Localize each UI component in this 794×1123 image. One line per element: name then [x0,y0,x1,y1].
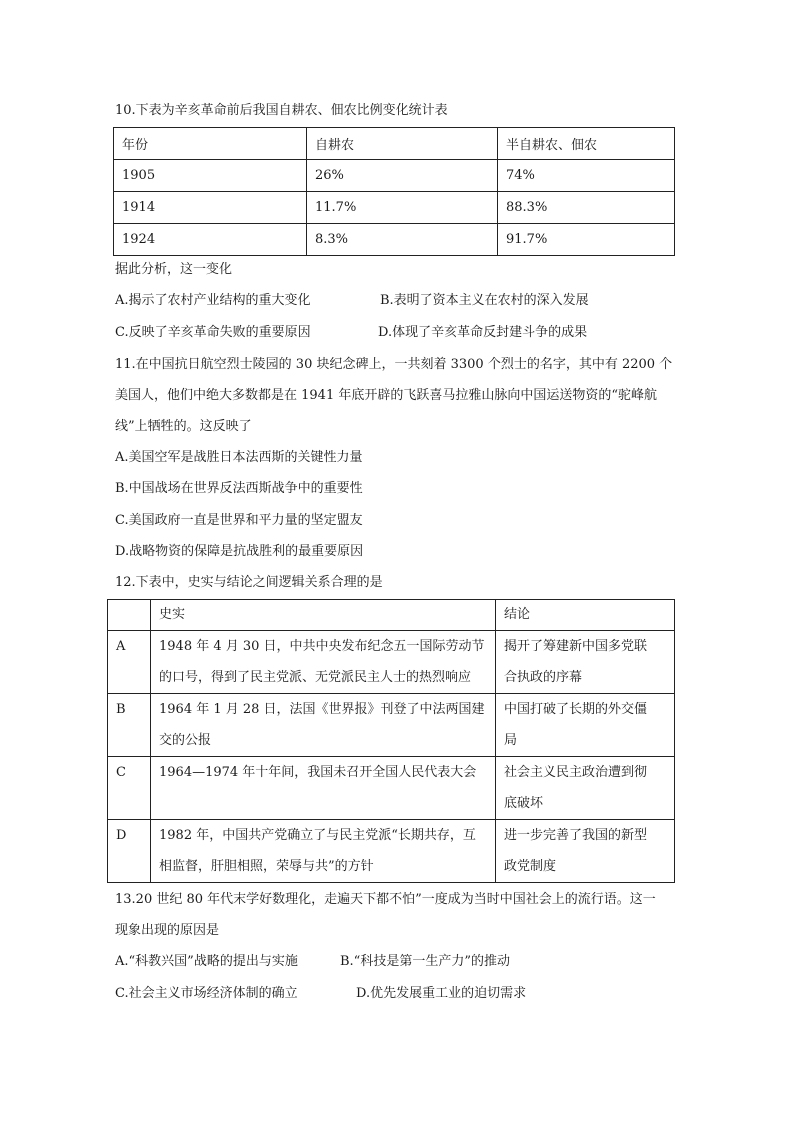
fact-line: 1964—1974 年十年间，我国未召开全国人民代表大会 [159,765,477,780]
conclusion-line: 社会主义民主政治遭到彻 [504,765,648,780]
fact-line: 1964 年 1 月 28 日，法国《世界报》刊登了中法两国建 [159,702,485,717]
conclusion-line: 中国打破了长期的外交僵 [504,702,648,717]
q12-table [107,599,675,883]
row-label: C [108,757,151,820]
conclusion-line: 政党制度 [504,859,557,874]
fact-cell [151,694,496,757]
conclusion-line: 揭开了筹建新中国多党联 [504,639,648,654]
conclusion-line: 合执政的序幕 [504,670,583,685]
table-row [108,820,675,883]
table-row [108,694,675,757]
table-header-cell: 自耕农 [307,128,498,160]
conclusion-cell [496,820,675,883]
q11-stem-line3: 线”上牺牲的。这反映了 [115,419,252,434]
row-label: A [108,631,151,694]
q10-table [113,127,675,256]
table-row [114,224,675,256]
q10-option-a: A.揭示了农村产业结构的重大变化 [115,293,311,308]
table-cell: 8.3% [307,224,498,256]
q13-option-b: B.“科技是第一生产力”的推动 [340,954,510,969]
q13-option-d: D.优先发展重工业的迫切需求 [356,986,527,1001]
q10-option-b: B.表明了资本主义在农村的深入发展 [380,293,589,308]
q11-stem-line2: 美国人，他们中绝大多数都是在 1941 年底开辟的飞跃喜马拉雅山脉向中国运送物资的“驼峰航 [115,388,657,403]
table-row [108,631,675,694]
table-cell: 74% [498,160,675,192]
fact-line: 的口号，得到了民主党派、无党派民主人士的热烈响应 [159,670,472,685]
q11-stem-line1: 11.在中国抗日航空烈士陵园的 30 块纪念碑上，一共刻着 3300 个烈士的名字，其中有 2200 个 [115,357,673,372]
fact-line [159,788,487,819]
q10-stem: 10.下表为辛亥革命前后我国自耕农、佃农比例变化统计表 [115,103,448,118]
table-header-cell: 半自耕农、佃农 [498,128,675,160]
q10-question: 据此分析，这一变化 [115,262,233,277]
conclusion-line: 局 [504,733,518,748]
conclusion-cell [496,757,675,820]
table-row [114,192,675,224]
q11-option-c: C.美国政府一直是世界和平力量的坚定盟友 [115,513,363,528]
q13-option-c: C.社会主义市场经济体制的确立 [115,986,298,1001]
table-cell: 1905 [114,160,307,192]
q13-option-a: A.“科教兴国”战略的提出与实施 [115,954,298,969]
row-label: D [108,820,151,883]
q11-option-b: B.中国战场在世界反法西斯战争中的重要性 [115,481,363,496]
table-row [108,757,675,820]
q13-stem-line2: 现象出现的原因是 [115,923,220,938]
table-header-cell: 史实 [151,600,496,631]
conclusion-cell [496,631,675,694]
fact-line: 1982 年，中国共产党确立了与民主党派“长期共存，互 [159,828,476,843]
conclusion-cell [496,694,675,757]
table-header-cell: 年份 [114,128,307,160]
fact-line: 相监督，肝胆相照，荣辱与共”的方针 [159,859,374,874]
table-cell: 88.3% [498,192,675,224]
row-label: B [108,694,151,757]
table-row [114,160,675,192]
conclusion-line: 底破坏 [504,796,544,811]
fact-line: 1948 年 4 月 30 日，中共中央发布纪念五一国际劳动节 [159,639,485,654]
table-cell: 1924 [114,224,307,256]
table-header-cell: 结论 [496,600,675,631]
q12-stem: 12.下表中，史实与结论之间逻辑关系合理的是 [115,575,383,590]
table-header-cell [108,600,151,631]
table-cell: 91.7% [498,224,675,256]
fact-line: 交的公报 [159,733,212,748]
table-header-row [114,128,675,160]
q13-stem-line1: 13.20 世纪 80 年代末学好数理化，走遍天下都不怕”一度成为当时中国社会上的流行语。这一 [115,892,656,907]
fact-cell [151,631,496,694]
fact-cell [151,820,496,883]
q10-option-c: C.反映了辛亥革命失败的重要原因 [115,325,311,340]
table-cell: 11.7% [307,192,498,224]
q11-option-d: D.战略物资的保障是抗战胜利的最重要原因 [115,544,364,559]
q10-option-d: D.体现了辛亥革命反封建斗争的成果 [378,325,588,340]
fact-cell [151,757,496,820]
q11-option-a: A.美国空军是战胜日本法西斯的关键性力量 [115,450,363,465]
table-cell: 1914 [114,192,307,224]
table-header-row [108,600,675,631]
table-cell: 26% [307,160,498,192]
conclusion-line: 进一步完善了我国的新型 [504,828,648,843]
